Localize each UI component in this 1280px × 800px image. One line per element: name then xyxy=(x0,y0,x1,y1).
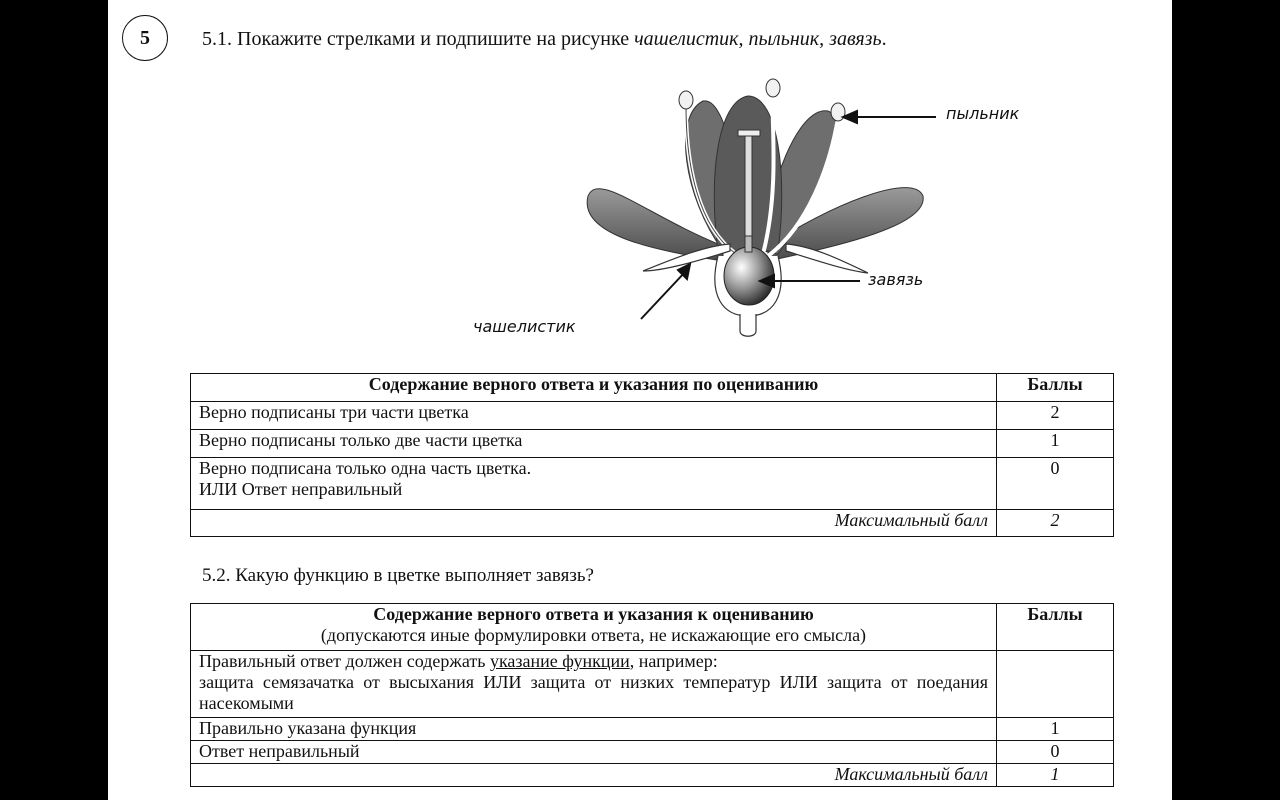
max-score-value: 2 xyxy=(997,510,1114,537)
max-score-label: Максимальный балл xyxy=(191,510,997,537)
scoring-table-1 xyxy=(190,373,1114,537)
table-row: Верно подписаны три части цветка 2 xyxy=(191,402,1114,430)
table-header xyxy=(191,604,1114,651)
scoring-table-2 xyxy=(190,603,1114,787)
label-ovary: завязь xyxy=(868,270,924,289)
max-score-label: Максимальный балл xyxy=(191,764,997,787)
header-score: Баллы xyxy=(997,374,1114,402)
table-row xyxy=(191,651,1114,718)
label-anther: пыльник xyxy=(946,104,1020,123)
flower-figure xyxy=(468,76,1020,348)
label-sepal: чашелистик xyxy=(473,317,576,336)
table-row: Ответ неправильный 0 xyxy=(191,741,1114,764)
header-content: Содержание верного ответа и указания по оцениванию xyxy=(191,374,997,402)
flower-illustration xyxy=(468,76,938,348)
question-5-1-terms: чашелистик, пыльник, завязь xyxy=(634,28,882,50)
table-row: Верно подписана только одна часть цветка. ИЛИ Ответ неправильный 0 xyxy=(191,458,1114,510)
question-5-2: 5.2. Какую функцию в цветке выполняет завязь? xyxy=(202,565,594,586)
header-content: Содержание верного ответа и указания к оцениванию (допускаются иные формулировки ответа, не искажающие его смысла) xyxy=(191,604,997,651)
table-row: Верно подписаны только две части цветка 1 xyxy=(191,430,1114,458)
table-header xyxy=(191,374,1114,402)
max-score-row xyxy=(191,510,1114,537)
table-row: Правильно указана функция 1 xyxy=(191,718,1114,741)
question-5-1: 5.1. Покажите стрелками и подпишите на рисунке чашелистик, пыльник, завязь. xyxy=(202,28,887,50)
header-subtitle: (допускаются иные формулировки ответа, не искажающие его смысла) xyxy=(320,625,867,645)
answer-cell: Правильный ответ должен содержать указание функции, например: защита семязачатка от высыхания ИЛИ защита от низких температур ИЛИ защита от поедания насекомыми xyxy=(191,651,997,718)
document-page xyxy=(108,0,1172,800)
max-score-row xyxy=(191,764,1114,787)
header-score: Баллы xyxy=(997,604,1114,651)
max-score-value: 1 xyxy=(997,764,1114,787)
question-number: 5 xyxy=(122,15,168,61)
question-5-1-text: 5.1. Покажите стрелками и подпишите на рисунке xyxy=(202,28,635,50)
